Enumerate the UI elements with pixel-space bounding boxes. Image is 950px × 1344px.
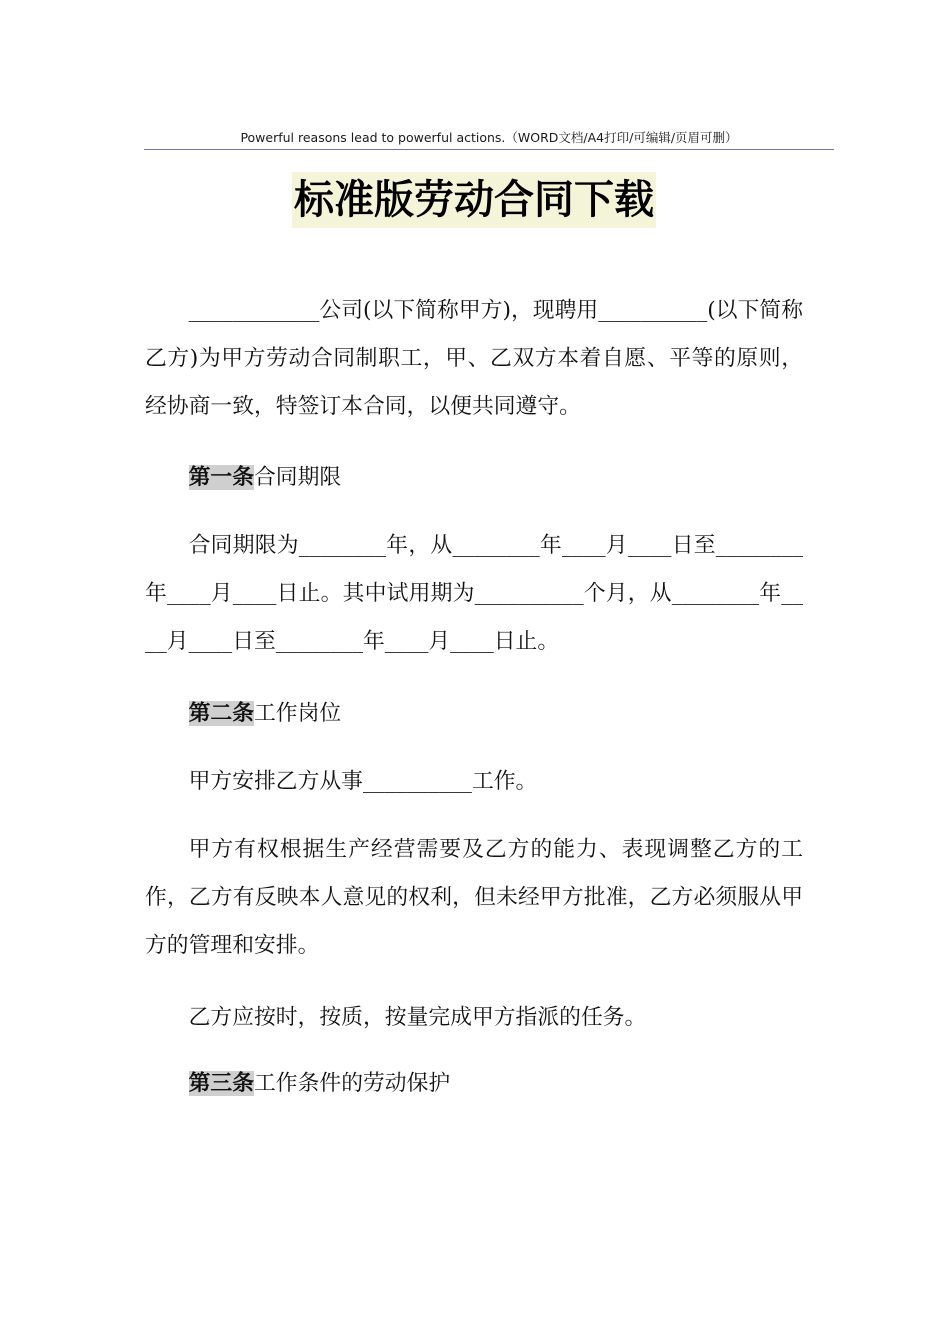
- article-title: 合同期限: [254, 465, 342, 490]
- article-number: 第一条: [188, 465, 254, 490]
- article-2-p3-block: [145, 994, 803, 1042]
- article-2-heading: [145, 690, 803, 738]
- article-2-p2-block: [145, 826, 803, 970]
- header-divider: [144, 149, 834, 150]
- paragraph-intro: ____________公司(以下简称甲方)，现聘用__________(以下简称乙方)为甲方劳动合同制职工，甲、乙双方本着自愿、平等的原则，经协商一致，特签订本合同，以便共同遵守。: [145, 298, 803, 419]
- article-2-duty: 乙方应按时，按质，按量完成甲方指派的任务。: [188, 1005, 647, 1030]
- article-number: 第二条: [188, 701, 254, 726]
- article-3-heading: [145, 1060, 803, 1108]
- article-1-term: 合同期限为________年，从________年____月____日至________年____月____日止。其中试用期为__________个月，从________年____月____日至________年____月____日止。: [145, 533, 803, 654]
- page-header: Powerful reasons lead to powerful actions.（WORD文档/A4打印/可编辑/页眉可删）: [240, 130, 738, 145]
- article-title: 工作条件的劳动保护: [254, 1071, 451, 1096]
- article-number: 第三条: [188, 1071, 254, 1096]
- title-container: [144, 172, 804, 228]
- article-2-position: 甲方安排乙方从事__________工作。: [188, 769, 538, 794]
- article-1-heading: [145, 454, 803, 502]
- article-2-p1-block: [145, 758, 803, 806]
- article-2-adjustment: 甲方有权根据生产经营需要及乙方的能力、表现调整乙方的工作，乙方有反映本人意见的权利，但未经甲方批准，乙方必须服从甲方的管理和安排。: [145, 837, 803, 958]
- article-1-term-block: [145, 522, 803, 666]
- document-title: 标准版劳动合同下载: [292, 172, 656, 228]
- article-title: 工作岗位: [254, 701, 342, 726]
- paragraph-intro-block: [145, 287, 803, 431]
